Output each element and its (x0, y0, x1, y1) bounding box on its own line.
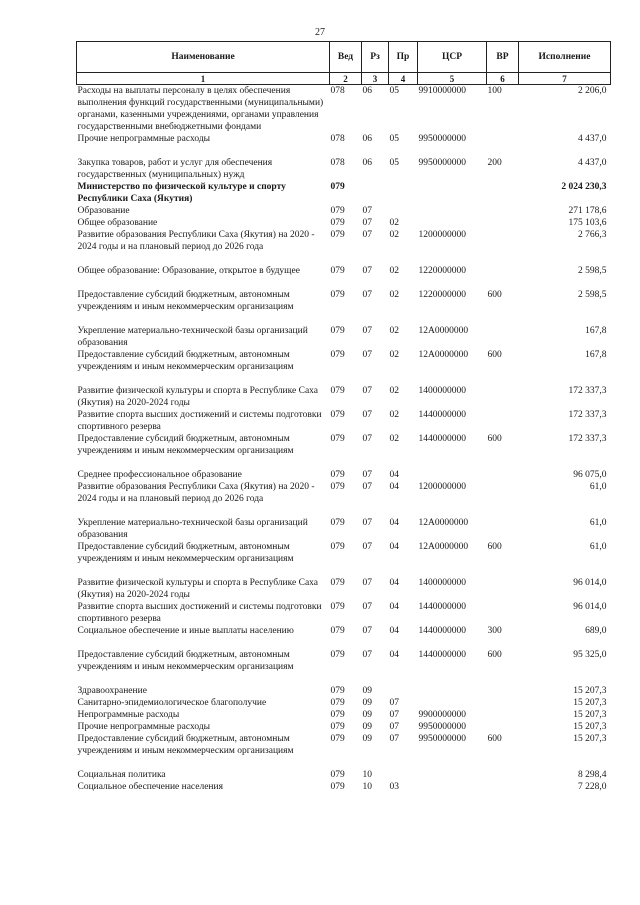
header-vr: ВР (487, 42, 519, 73)
row-pr: 04 (389, 470, 399, 480)
row-pr: 04 (389, 542, 399, 552)
row-name: Развитие спорта высших достижений и системы подготовки спортивного резерва (77, 602, 322, 624)
row-name: Образование (77, 206, 130, 216)
row-spacer (77, 673, 611, 685)
row-csr: 12А0000000 (418, 542, 469, 552)
row-csr (418, 217, 487, 229)
row-vr: 600 (487, 290, 502, 300)
table-row (77, 349, 611, 373)
column-number: 6 (487, 73, 519, 85)
row-rz: 07 (362, 350, 372, 360)
row-vr: 600 (487, 734, 502, 744)
row-name: Министерство по физической культуре и спорту Республики Саха (Якутия) (77, 182, 286, 204)
table-row (77, 229, 611, 253)
row-ved: 079 (330, 650, 345, 660)
table-row (77, 625, 611, 637)
row-ved: 079 (330, 626, 345, 636)
row-spacer (77, 457, 611, 469)
table-row (77, 409, 611, 433)
row-ved: 079 (330, 602, 345, 612)
row-amount: 2 598,5 (578, 266, 607, 276)
table-header-row (77, 42, 611, 73)
row-csr (418, 697, 487, 709)
table-row (77, 217, 611, 229)
row-vr: 600 (487, 542, 502, 552)
row-amount: 2 598,5 (578, 290, 607, 300)
column-number: 1 (77, 73, 330, 85)
row-spacer-cell (77, 565, 611, 577)
row-spacer-cell (77, 505, 611, 517)
row-amount: 271 178,6 (568, 206, 607, 216)
row-pr: 05 (389, 86, 399, 96)
row-amount: 15 207,3 (573, 722, 607, 732)
row-csr (418, 181, 487, 205)
row-spacer-cell (77, 637, 611, 649)
row-spacer-cell (77, 673, 611, 685)
row-vr (487, 217, 519, 229)
row-rz: 07 (362, 650, 372, 660)
row-csr: 9950000000 (418, 734, 466, 744)
row-vr (487, 517, 519, 541)
row-rz: 07 (362, 326, 372, 336)
table-row (77, 697, 611, 709)
row-ved: 079 (330, 266, 345, 276)
row-name: Предоставление субсидий бюджетным, автономным учреждениям и иным некоммерческим организациям (77, 434, 294, 456)
row-spacer (77, 637, 611, 649)
row-rz: 09 (362, 698, 372, 708)
header-execution: Исполнение (519, 42, 611, 73)
row-csr: 9950000000 (418, 722, 466, 732)
row-amount: 15 207,3 (573, 710, 607, 720)
row-amount: 4 437,0 (578, 158, 607, 168)
row-ved: 079 (330, 230, 345, 240)
row-amount: 95 325,0 (573, 650, 607, 660)
row-rz (362, 181, 389, 205)
row-pr: 02 (389, 350, 399, 360)
row-csr (418, 205, 487, 217)
row-amount: 2 024 230,3 (561, 182, 607, 192)
table-row (77, 133, 611, 145)
row-pr: 02 (389, 386, 399, 396)
row-rz: 07 (362, 482, 372, 492)
row-rz: 07 (362, 602, 372, 612)
row-vr (487, 205, 519, 217)
row-spacer (77, 277, 611, 289)
row-vr: 200 (487, 158, 502, 168)
row-amount: 15 207,3 (573, 686, 607, 696)
row-rz: 07 (362, 218, 372, 228)
row-pr: 04 (389, 518, 399, 528)
row-pr: 02 (389, 230, 399, 240)
row-spacer-cell (77, 313, 611, 325)
row-vr: 600 (487, 650, 502, 660)
row-csr: 12А0000000 (418, 326, 469, 336)
row-ved: 079 (330, 350, 345, 360)
row-ved: 078 (330, 158, 345, 168)
row-rz: 07 (362, 386, 372, 396)
row-pr: 04 (389, 650, 399, 660)
row-rz: 10 (362, 770, 372, 780)
table-row (77, 265, 611, 277)
row-vr: 600 (487, 434, 502, 444)
row-name: Развитие физической культуры и спорта в Республике Саха (Якутия) на 2020-2024 годы (77, 578, 319, 600)
row-ved: 079 (330, 770, 345, 780)
row-ved: 079 (330, 410, 345, 420)
table-row (77, 781, 611, 793)
row-vr: 600 (487, 350, 502, 360)
row-spacer (77, 145, 611, 157)
row-csr: 1220000000 (418, 290, 466, 300)
row-spacer (77, 505, 611, 517)
row-pr (389, 685, 418, 697)
table-row (77, 733, 611, 757)
row-vr: 100 (487, 86, 502, 96)
row-ved: 079 (330, 218, 345, 228)
column-number: 4 (389, 73, 418, 85)
row-amount: 7 228,0 (578, 782, 607, 792)
column-number: 2 (330, 73, 362, 85)
column-number-row (77, 73, 611, 85)
row-spacer (77, 565, 611, 577)
row-pr: 02 (389, 218, 399, 228)
row-ved: 079 (330, 782, 345, 792)
row-pr: 04 (389, 602, 399, 612)
row-csr (418, 685, 487, 697)
row-rz: 07 (362, 266, 372, 276)
table-row (77, 469, 611, 481)
table-row (77, 541, 611, 565)
row-csr: 9950000000 (418, 134, 466, 144)
row-vr (487, 721, 519, 733)
row-vr (487, 697, 519, 709)
row-amount: 8 298,4 (578, 770, 607, 780)
row-name: Предоставление субсидий бюджетным, автономным учреждениям и иным некоммерческим организациям (77, 650, 294, 672)
table-row (77, 205, 611, 217)
row-ved: 079 (330, 470, 345, 480)
row-ved: 078 (330, 86, 345, 96)
row-amount: 15 207,3 (573, 734, 607, 744)
row-csr (418, 769, 487, 781)
row-name: Непрограммные расходы (77, 710, 180, 720)
row-pr: 04 (389, 626, 399, 636)
page-number: 27 (315, 27, 325, 38)
row-rz: 07 (362, 434, 372, 444)
row-csr (418, 469, 487, 481)
table-row (77, 157, 611, 181)
row-rz: 09 (362, 686, 372, 696)
row-spacer-cell (77, 277, 611, 289)
row-amount: 96 075,0 (573, 470, 607, 480)
row-spacer-cell (77, 757, 611, 769)
row-amount: 167,8 (585, 326, 607, 336)
header-ved: Вед (330, 42, 362, 73)
row-rz: 06 (362, 86, 372, 96)
row-name: Укрепление материально-технической базы организаций образования (77, 326, 308, 348)
table-row (77, 577, 611, 601)
row-vr (487, 265, 519, 277)
row-name: Социальное обеспечение населения (77, 782, 223, 792)
row-spacer (77, 253, 611, 265)
row-amount: 2 766,3 (578, 230, 607, 240)
row-pr: 07 (389, 710, 399, 720)
row-vr (487, 577, 519, 601)
row-ved: 079 (330, 290, 345, 300)
row-rz: 07 (362, 410, 372, 420)
table-row (77, 769, 611, 781)
table-row (77, 481, 611, 505)
row-rz: 07 (362, 290, 372, 300)
row-csr: 12А0000000 (418, 350, 469, 360)
row-name: Предоставление субсидий бюджетным, автономным учреждениям и иным некоммерческим организациям (77, 734, 294, 756)
row-ved: 079 (330, 578, 345, 588)
row-csr: 1200000000 (418, 482, 466, 492)
row-spacer-cell (77, 373, 611, 385)
header-csr: ЦСР (418, 42, 487, 73)
row-vr (487, 409, 519, 433)
row-vr (487, 229, 519, 253)
row-amount: 689,0 (585, 626, 607, 636)
column-number: 3 (362, 73, 389, 85)
row-amount: 61,0 (589, 482, 607, 492)
row-vr (487, 181, 519, 205)
row-pr: 03 (389, 782, 399, 792)
row-vr (487, 709, 519, 721)
row-ved: 078 (330, 134, 345, 144)
row-pr: 02 (389, 266, 399, 276)
column-number: 7 (519, 73, 611, 85)
row-pr (389, 769, 418, 781)
row-pr: 07 (389, 722, 399, 732)
row-name: Социальная политика (77, 770, 166, 780)
row-amount: 175 103,6 (568, 218, 607, 228)
budget-table (76, 41, 611, 793)
table-row (77, 85, 611, 134)
row-name: Предоставление субсидий бюджетным, автономным учреждениям и иным некоммерческим организациям (77, 290, 294, 312)
row-name: Закупка товаров, работ и услуг для обеспечения государственных (муниципальных) нужд (77, 158, 273, 180)
row-ved: 079 (330, 710, 345, 720)
row-pr: 02 (389, 290, 399, 300)
row-rz: 07 (362, 542, 372, 552)
row-csr: 9950000000 (418, 158, 466, 168)
row-amount: 96 014,0 (573, 578, 607, 588)
table-row (77, 433, 611, 457)
row-amount: 96 014,0 (573, 602, 607, 612)
table-body (77, 85, 611, 794)
row-vr (487, 325, 519, 349)
row-vr (487, 133, 519, 145)
row-spacer-cell (77, 145, 611, 157)
row-ved: 079 (330, 482, 345, 492)
row-name: Предоставление субсидий бюджетным, автономным учреждениям и иным некоммерческим организациям (77, 542, 294, 564)
column-number: 5 (418, 73, 487, 85)
row-csr (418, 781, 487, 793)
row-amount: 15 207,3 (573, 698, 607, 708)
row-name: Среднее профессиональное образование (77, 470, 242, 480)
row-csr: 1440000000 (418, 650, 466, 660)
row-ved: 079 (330, 326, 345, 336)
header-pr: Пр (389, 42, 418, 73)
row-name: Общее образование: Образование, открытое в будущее (77, 266, 300, 276)
row-name: Прочие непрограммные расходы (77, 722, 211, 732)
row-pr: 04 (389, 578, 399, 588)
row-spacer (77, 757, 611, 769)
row-vr (487, 769, 519, 781)
table-row (77, 601, 611, 625)
row-name: Здравоохранение (77, 686, 147, 696)
row-pr: 05 (389, 134, 399, 144)
table-row (77, 517, 611, 541)
row-name: Общее образование (77, 218, 158, 228)
row-vr (487, 601, 519, 625)
row-ved: 079 (330, 182, 345, 192)
row-spacer-cell (77, 457, 611, 469)
row-name: Расходы на выплаты персоналу в целях обеспечения выполнения функций государственными (муниципальными) органами, казенными учреждениями, органами управления государственными внебюджетными фондами (77, 86, 324, 132)
row-rz: 06 (362, 158, 372, 168)
header-name: Наименование (77, 42, 330, 73)
row-ved: 079 (330, 734, 345, 744)
row-vr (487, 385, 519, 409)
row-pr (389, 205, 418, 217)
row-csr: 1440000000 (418, 434, 466, 444)
row-vr (487, 685, 519, 697)
row-rz: 07 (362, 470, 372, 480)
row-rz: 07 (362, 206, 372, 216)
table-row (77, 685, 611, 697)
row-rz: 09 (362, 734, 372, 744)
row-rz: 07 (362, 518, 372, 528)
row-name: Развитие образования Республики Саха (Якутия) на 2020 - 2024 годы и на плановый период до 2026 года (77, 482, 315, 504)
header-rz: Рз (362, 42, 389, 73)
row-pr: 05 (389, 158, 399, 168)
row-name: Развитие физической культуры и спорта в Республике Саха (Якутия) на 2020-2024 годы (77, 386, 319, 408)
row-csr: 1440000000 (418, 626, 466, 636)
row-rz: 07 (362, 230, 372, 240)
row-rz: 09 (362, 710, 372, 720)
row-vr (487, 481, 519, 505)
row-ved: 079 (330, 722, 345, 732)
row-ved: 079 (330, 518, 345, 528)
table-row (77, 289, 611, 313)
row-csr: 1440000000 (418, 602, 466, 612)
row-csr: 1400000000 (418, 578, 466, 588)
row-ved: 079 (330, 386, 345, 396)
row-amount: 167,8 (585, 350, 607, 360)
table-row (77, 385, 611, 409)
row-pr (389, 181, 418, 205)
row-rz: 09 (362, 722, 372, 732)
row-spacer (77, 313, 611, 325)
table-row (77, 325, 611, 349)
row-amount: 61,0 (589, 542, 607, 552)
row-csr: 1220000000 (418, 266, 466, 276)
row-ved: 079 (330, 686, 345, 696)
table-row (77, 649, 611, 673)
row-rz: 10 (362, 782, 372, 792)
row-csr: 1400000000 (418, 386, 466, 396)
row-ved: 079 (330, 434, 345, 444)
row-name: Санитарно-эпидемиологическое благополучие (77, 698, 267, 708)
row-name: Прочие непрограммные расходы (77, 134, 211, 144)
row-pr: 02 (389, 326, 399, 336)
row-amount: 61,0 (589, 518, 607, 528)
row-pr: 07 (389, 698, 399, 708)
row-rz: 06 (362, 134, 372, 144)
row-name: Социальное обеспечение и иные выплаты населению (77, 626, 294, 636)
row-csr: 9900000000 (418, 710, 466, 720)
row-amount: 172 337,3 (568, 410, 607, 420)
row-name: Предоставление субсидий бюджетным, автономным учреждениям и иным некоммерческим организациям (77, 350, 294, 372)
row-name: Развитие спорта высших достижений и системы подготовки спортивного резерва (77, 410, 322, 432)
row-amount: 4 437,0 (578, 134, 607, 144)
table-row (77, 181, 611, 205)
row-amount: 2 206,0 (578, 86, 607, 96)
row-pr: 04 (389, 482, 399, 492)
table-row (77, 709, 611, 721)
row-csr: 1200000000 (418, 230, 466, 240)
row-vr: 300 (487, 626, 502, 636)
row-name: Развитие образования Республики Саха (Якутия) на 2020 - 2024 годы и на плановый период до 2026 года (77, 230, 315, 252)
row-pr: 02 (389, 410, 399, 420)
row-ved: 079 (330, 542, 345, 552)
row-vr (487, 781, 519, 793)
row-csr: 9910000000 (418, 86, 466, 96)
row-rz: 07 (362, 626, 372, 636)
row-ved: 079 (330, 206, 345, 216)
row-vr (487, 469, 519, 481)
row-amount: 172 337,3 (568, 386, 607, 396)
row-spacer (77, 373, 611, 385)
row-name: Укрепление материально-технической базы организаций образования (77, 518, 308, 540)
row-spacer-cell (77, 253, 611, 265)
row-csr: 12А0000000 (418, 518, 469, 528)
row-amount: 172 337,3 (568, 434, 607, 444)
row-pr: 07 (389, 734, 399, 744)
row-rz: 07 (362, 578, 372, 588)
row-csr: 1440000000 (418, 410, 466, 420)
table-row (77, 721, 611, 733)
row-pr: 02 (389, 434, 399, 444)
row-ved: 079 (330, 698, 345, 708)
